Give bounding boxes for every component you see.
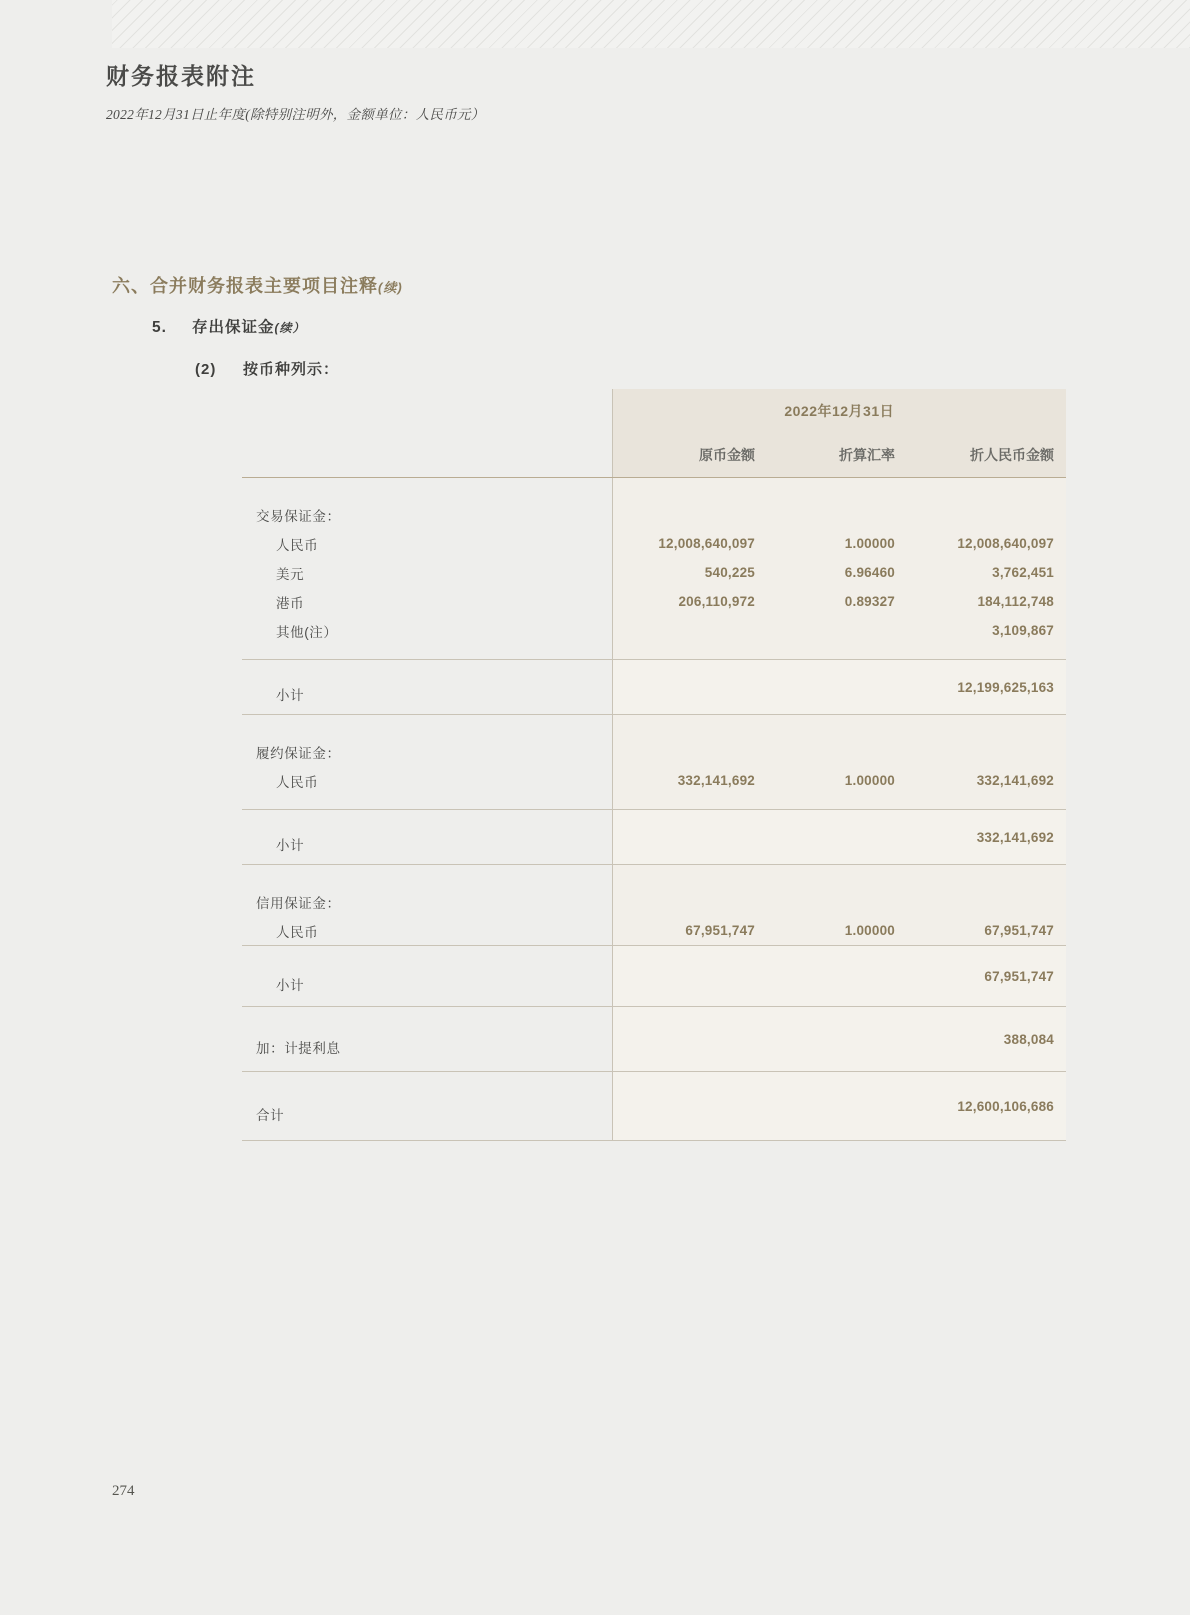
cell-rate: 1.00000 bbox=[767, 529, 907, 558]
total-row bbox=[242, 1072, 1066, 1141]
cell-original: 12,008,640,097 bbox=[612, 529, 767, 558]
empty-cell bbox=[242, 433, 612, 478]
section-heading-continued: (续) bbox=[378, 280, 403, 295]
cell-original bbox=[612, 737, 767, 766]
cell-original bbox=[612, 500, 767, 529]
group-title: 履约保证金： bbox=[256, 745, 341, 761]
cell-subtotal-rmb: 12,199,625,163 bbox=[907, 660, 1066, 715]
table-row bbox=[242, 616, 1066, 645]
group-title: 信用保证金： bbox=[256, 895, 341, 911]
empty-cell bbox=[767, 865, 907, 888]
row-label: 人民币 bbox=[276, 537, 319, 553]
empty-cell bbox=[907, 795, 1066, 810]
table-row bbox=[242, 558, 1066, 587]
cell-rmb: 332,141,692 bbox=[907, 766, 1066, 795]
cell-rate: 6.96460 bbox=[767, 558, 907, 587]
item-number: 5. bbox=[152, 319, 167, 336]
empty-cell bbox=[242, 389, 612, 433]
subtotal-label: 小计 bbox=[242, 810, 612, 865]
cell-original: 67,951,747 bbox=[612, 916, 767, 946]
cell-rate bbox=[767, 500, 907, 529]
table-row bbox=[242, 737, 1066, 766]
spacer-row bbox=[242, 865, 1066, 888]
cell-rmb bbox=[907, 737, 1066, 766]
subtotal-label: 小计 bbox=[242, 660, 612, 715]
group-title: 交易保证金： bbox=[256, 508, 341, 524]
empty-cell bbox=[767, 478, 907, 501]
page-number: 274 bbox=[112, 1483, 135, 1499]
item-title: 存出保证金 bbox=[192, 319, 275, 336]
cell-rmb bbox=[907, 887, 1066, 916]
empty-cell bbox=[242, 645, 612, 660]
empty-cell bbox=[612, 795, 767, 810]
interest-label: 加：计提利息 bbox=[242, 1007, 612, 1072]
cell-original: 206,110,972 bbox=[612, 587, 767, 616]
cell-rmb: 3,762,451 bbox=[907, 558, 1066, 587]
empty-cell bbox=[767, 715, 907, 738]
item-continued: (续） bbox=[274, 321, 306, 335]
empty-cell bbox=[767, 645, 907, 660]
cell-rate: 1.00000 bbox=[767, 766, 907, 795]
cell-original bbox=[612, 1007, 767, 1072]
empty-cell bbox=[612, 645, 767, 660]
spacer-row bbox=[242, 795, 1066, 810]
spacer-row bbox=[242, 478, 1066, 501]
row-label: 人民币 bbox=[276, 924, 319, 940]
cell-original bbox=[612, 616, 767, 645]
table-row bbox=[242, 916, 1066, 946]
table-date-header: 2022年12月31日 bbox=[612, 389, 1066, 433]
currency-breakdown-table-wrapper bbox=[242, 389, 1066, 1141]
empty-cell bbox=[907, 478, 1066, 501]
cell-original bbox=[612, 946, 767, 1007]
subtotal-row bbox=[242, 810, 1066, 865]
row-label: 其他(注） bbox=[276, 624, 338, 640]
empty-cell bbox=[612, 865, 767, 888]
cell-total-rmb: 12,600,106,686 bbox=[907, 1072, 1066, 1141]
cell-rate bbox=[767, 737, 907, 766]
table-row bbox=[242, 529, 1066, 558]
empty-cell bbox=[907, 715, 1066, 738]
total-label: 合计 bbox=[242, 1072, 612, 1141]
cell-rate bbox=[767, 887, 907, 916]
cell-original bbox=[612, 810, 767, 865]
subtotal-row bbox=[242, 946, 1066, 1007]
cell-original bbox=[612, 1072, 767, 1141]
cell-original: 540,225 bbox=[612, 558, 767, 587]
cell-rate bbox=[767, 1072, 907, 1141]
cell-rate: 1.00000 bbox=[767, 916, 907, 946]
empty-cell bbox=[907, 865, 1066, 888]
empty-cell bbox=[612, 478, 767, 501]
row-label: 港币 bbox=[276, 595, 305, 611]
empty-cell bbox=[242, 715, 612, 738]
table-row bbox=[242, 500, 1066, 529]
empty-cell bbox=[242, 795, 612, 810]
column-header-rate: 折算汇率 bbox=[767, 433, 907, 478]
cell-rmb: 184,112,748 bbox=[907, 587, 1066, 616]
empty-cell bbox=[907, 645, 1066, 660]
row-label: 美元 bbox=[276, 566, 305, 582]
decorative-hatch-band bbox=[112, 0, 1190, 48]
empty-cell bbox=[242, 478, 612, 501]
empty-cell bbox=[767, 795, 907, 810]
cell-subtotal-rmb: 332,141,692 bbox=[907, 810, 1066, 865]
cell-original: 332,141,692 bbox=[612, 766, 767, 795]
table-row bbox=[242, 887, 1066, 916]
section-heading-text: 六、合并财务报表主要项目注释 bbox=[112, 276, 378, 296]
item-heading bbox=[152, 315, 306, 337]
table-header-columns-row bbox=[242, 433, 1066, 478]
column-header-original: 原币金额 bbox=[612, 433, 767, 478]
cell-rate bbox=[767, 1007, 907, 1072]
cell-rate bbox=[767, 810, 907, 865]
page-header bbox=[106, 58, 1006, 123]
table-row bbox=[242, 766, 1066, 795]
empty-cell bbox=[242, 865, 612, 888]
subsection-title: 按币种列示： bbox=[243, 361, 340, 378]
column-header-rmb: 折人民币金额 bbox=[907, 433, 1066, 478]
cell-original bbox=[612, 660, 767, 715]
spacer-row bbox=[242, 645, 1066, 660]
spacer-row bbox=[242, 715, 1066, 738]
cell-rate bbox=[767, 616, 907, 645]
cell-rate bbox=[767, 660, 907, 715]
cell-rmb: 12,008,640,097 bbox=[907, 529, 1066, 558]
row-label: 人民币 bbox=[276, 774, 319, 790]
cell-original bbox=[612, 887, 767, 916]
cell-rate: 0.89327 bbox=[767, 587, 907, 616]
cell-rate bbox=[767, 946, 907, 1007]
cell-interest-rmb: 388,084 bbox=[907, 1007, 1066, 1072]
subsection-heading bbox=[195, 358, 339, 379]
cell-rmb: 67,951,747 bbox=[907, 916, 1066, 946]
page-title: 财务报表附注 bbox=[106, 64, 256, 89]
empty-cell bbox=[612, 715, 767, 738]
interest-row bbox=[242, 1007, 1066, 1072]
subsection-number: (2) bbox=[195, 361, 217, 378]
table-header-date-row bbox=[242, 389, 1066, 433]
page-subtitle: 2022年12月31日止年度(除特别注明外，金额单位：人民币元） bbox=[106, 107, 485, 122]
table-row bbox=[242, 587, 1066, 616]
subtotal-label: 小计 bbox=[242, 946, 612, 1007]
cell-rmb bbox=[907, 500, 1066, 529]
cell-subtotal-rmb: 67,951,747 bbox=[907, 946, 1066, 1007]
subtotal-row bbox=[242, 660, 1066, 715]
cell-rmb: 3,109,867 bbox=[907, 616, 1066, 645]
currency-breakdown-table bbox=[242, 389, 1066, 1141]
section-heading bbox=[112, 272, 403, 298]
